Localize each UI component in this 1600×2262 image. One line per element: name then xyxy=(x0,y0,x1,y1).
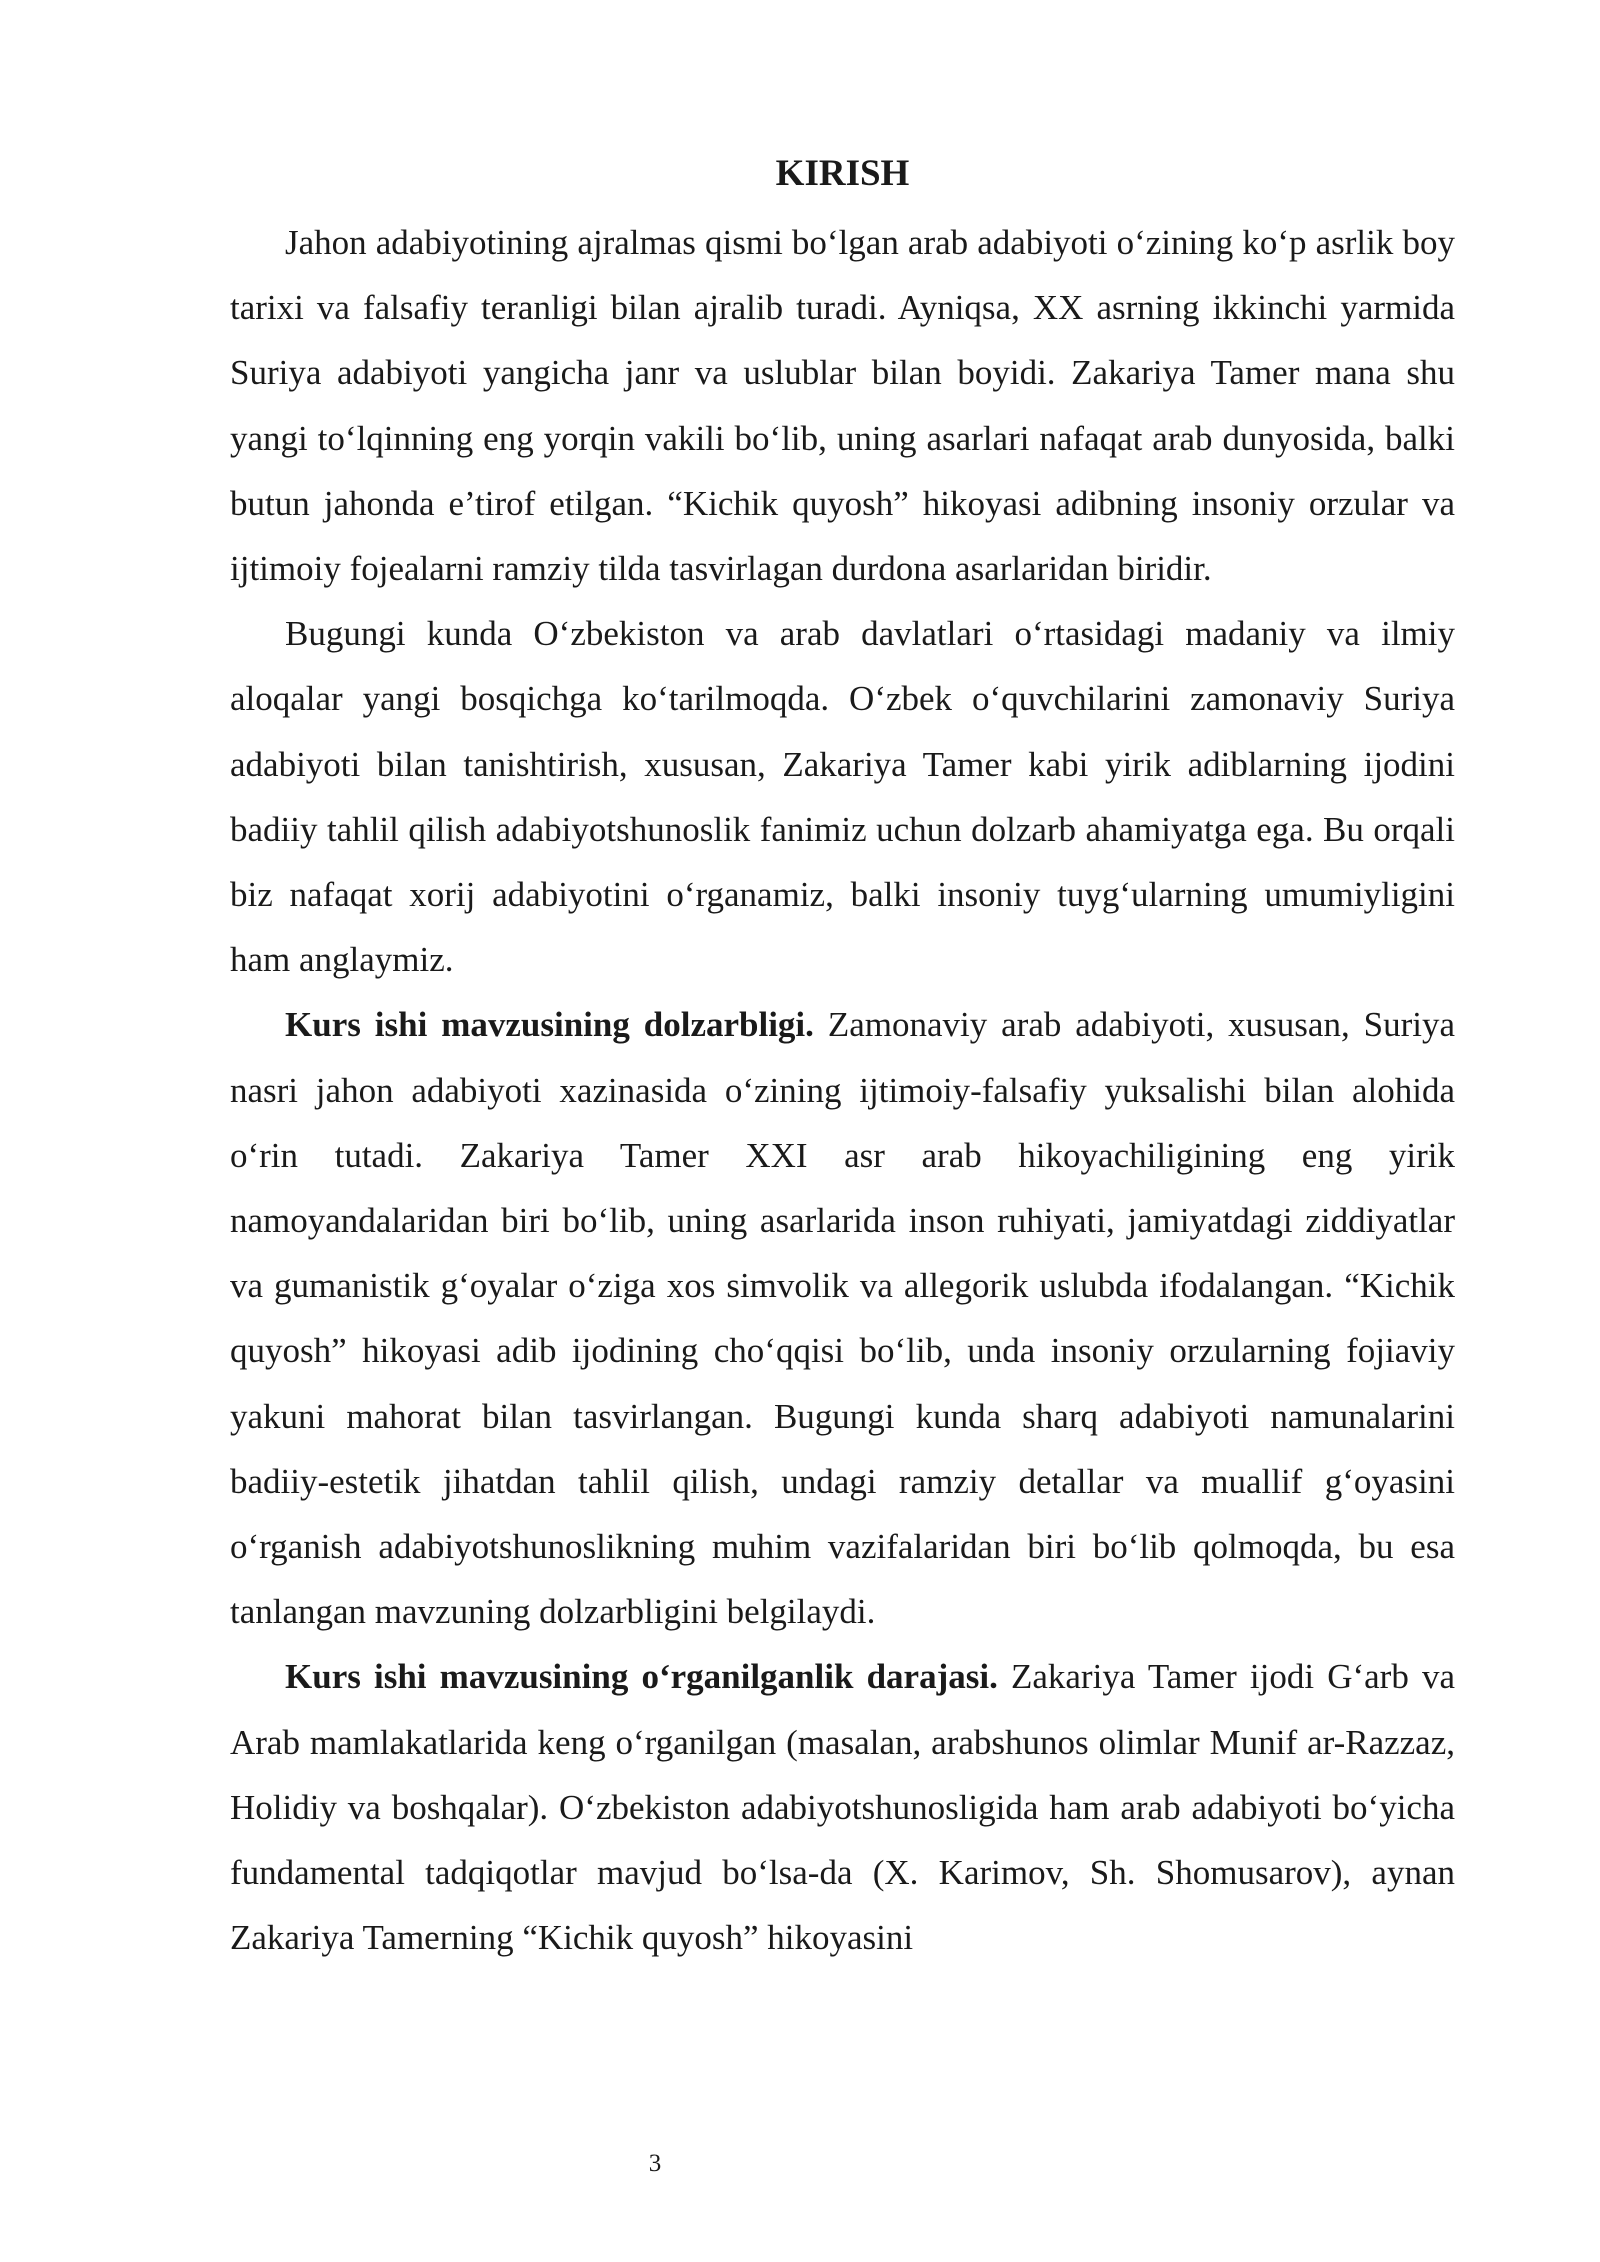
paragraph-bold-lead: Kurs ishi mavzusining oʻrganilganlik darajasi. xyxy=(285,1657,998,1697)
paragraph-intro xyxy=(230,210,1455,601)
paragraph-text: Zamonaviy arab adabiyoti, xususan, Suriya nasri jahon adabiyoti xazinasida oʻzining ijtimoiy-falsafiy yuksalishi bilan alohida oʻrin tutadi. Zakariya Tamer XXI asr arab hikoyachiligining eng yirik namoyandalaridan biri boʻlib, uning asarlarida inson ruhiyati, jamiyatdagi ziddiyatlar va gumanistik gʻoyalar oʻziga xos simvolik va allegorik uslubda ifodalangan. “Kichik quyosh” hikoyasi adib ijodining choʻqqisi boʻlib, unda insoniy orzularning fojiaviy yakuni mahorat bilan tasvirlangan. Bugungi kunda sharq adabiyoti namunalarini badiiy-estetik jihatdan tahlil qilish, undagi ramziy detallar va muallif gʻoyasini oʻrganish adabiyotshunoslikning muhim vazifalaridan biri boʻlib qolmoqda, bu esa tanlangan mavzuning dolzarbligini belgilaydi. xyxy=(230,1005,1455,1632)
paragraph-text: Jahon adabiyotining ajralmas qismi boʻlgan arab adabiyoti oʻzining koʻp asrlik boy tarixi va falsafiy teranligi bilan ajralib turadi. Ayniqsa, XX asrning ikkinchi yarmida Suriya adabiyoti yangicha janr va uslublar bilan boyidi. Zakariya Tamer mana shu yangi toʻlqinning eng yorqin vakili boʻlib, uning asarlari nafaqat arab dunyosida, balki butun jahonda e’tirof etilgan. “Kichik quyosh” hikoyasi adibning insoniy orzular va ijtimoiy fojealarni ramziy tilda tasvirlagan durdona asarlaridan biridir. xyxy=(230,223,1455,589)
page-number: 3 xyxy=(648,2150,662,2177)
paragraph-text: Zakariya Tamer ijodi Gʻarb va Arab mamlakatlarida keng oʻrganilgan (masalan, arabshunos olimlar Munif ar-Razzaz, Holidiy va boshqalar). Oʻzbekiston adabiyotshunosligida ham arab adabiyoti boʻyicha fundamental tadqiqotlar mavjud boʻlsa-da (X. Karimov, Sh. Shomusarov), aynan Zakariya Tamerning “Kichik quyosh” hikoyasini xyxy=(230,1657,1455,1958)
page-content xyxy=(230,148,1455,1970)
paragraph-text: Bugungi kunda Oʻzbekiston va arab davlatlari oʻrtasidagi madaniy va ilmiy aloqalar yangi bosqichga koʻtarilmoqda. Oʻzbek oʻquvchilarini zamonaviy Suriya adabiyoti bilan tanishtirish, xususan, Zakariya Tamer kabi yirik adiblarning ijodini badiiy tahlil qilish adabiyotshunoslik fanimiz uchun dolzarb ahamiyatga ega. Bu orqali biz nafaqat xorij adabiyotini oʻrganamiz, balki insoniy tuygʻularning umumiyligini ham anglaymiz. xyxy=(230,614,1455,980)
paragraph-bold-lead: Kurs ishi mavzusining dolzarbligi. xyxy=(285,1005,814,1045)
paragraph-relevance xyxy=(230,992,1455,1644)
paragraph-relations xyxy=(230,601,1455,992)
page-title: KIRISH xyxy=(775,153,910,194)
paragraph-study-level xyxy=(230,1644,1455,1970)
